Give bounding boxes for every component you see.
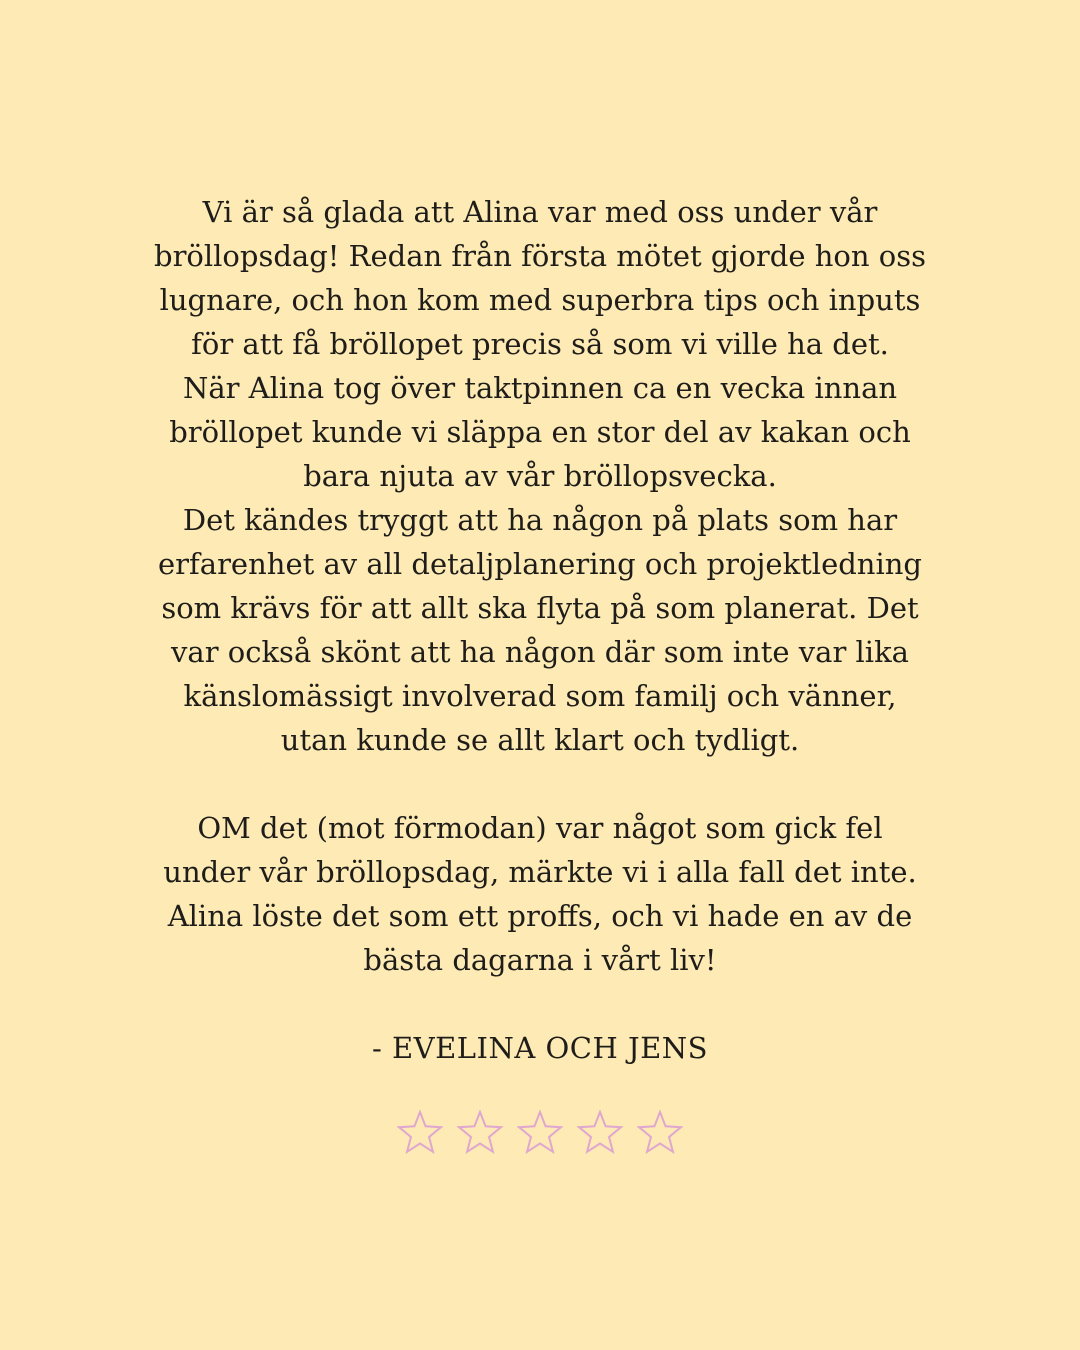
text-line: bröllopsdag! Redan från första mötet gjorde hon oss: [154, 239, 926, 273]
text-line: erfarenhet av all detaljplanering och projektledning: [158, 547, 922, 581]
star-outline-icon: [395, 1108, 445, 1158]
star-outline-icon: [515, 1108, 565, 1158]
text-line: som krävs för att allt ska flyta på som planerat. Det: [161, 591, 919, 625]
star-outline-icon: [635, 1108, 685, 1158]
text-line: bara njuta av vår bröllopsvecka.: [303, 459, 777, 493]
text-line: utan kunde se allt klart och tydligt.: [280, 723, 800, 757]
text-line: bröllopet kunde vi släppa en stor del av kakan och: [169, 415, 911, 449]
star-outline-icon: [455, 1108, 505, 1158]
testimonial-paragraph-1: [90, 190, 990, 762]
text-line: under vår bröllopsdag, märkte vi i alla fall det inte.: [163, 855, 917, 889]
text-line: Alina löste det som ett proffs, och vi hade en av de: [167, 899, 913, 933]
star-rating: [0, 1108, 1080, 1158]
testimonial-signature: - EVELINA OCH JENS: [371, 1031, 709, 1065]
testimonial-paragraph-2: [90, 806, 990, 982]
star-outline-icon: [575, 1108, 625, 1158]
text-line: När Alina tog över taktpinnen ca en vecka innan: [182, 371, 898, 405]
text-line: bästa dagarna i vårt liv!: [363, 943, 717, 977]
text-line: Vi är så glada att Alina var med oss under vår: [202, 195, 878, 229]
text-line: OM det (mot förmodan) var något som gick fel: [197, 811, 883, 845]
testimonial-text: [0, 190, 1080, 1070]
text-line: Det kändes tryggt att ha någon på plats som har: [182, 503, 898, 537]
text-line: känslomässigt involverad som familj och vänner,: [183, 679, 897, 713]
text-line: var också skönt att ha någon där som inte var lika: [171, 635, 909, 669]
text-line: lugnare, och hon kom med superbra tips och inputs: [159, 283, 921, 317]
text-line: för att få bröllopet precis så som vi ville ha det.: [191, 327, 889, 361]
